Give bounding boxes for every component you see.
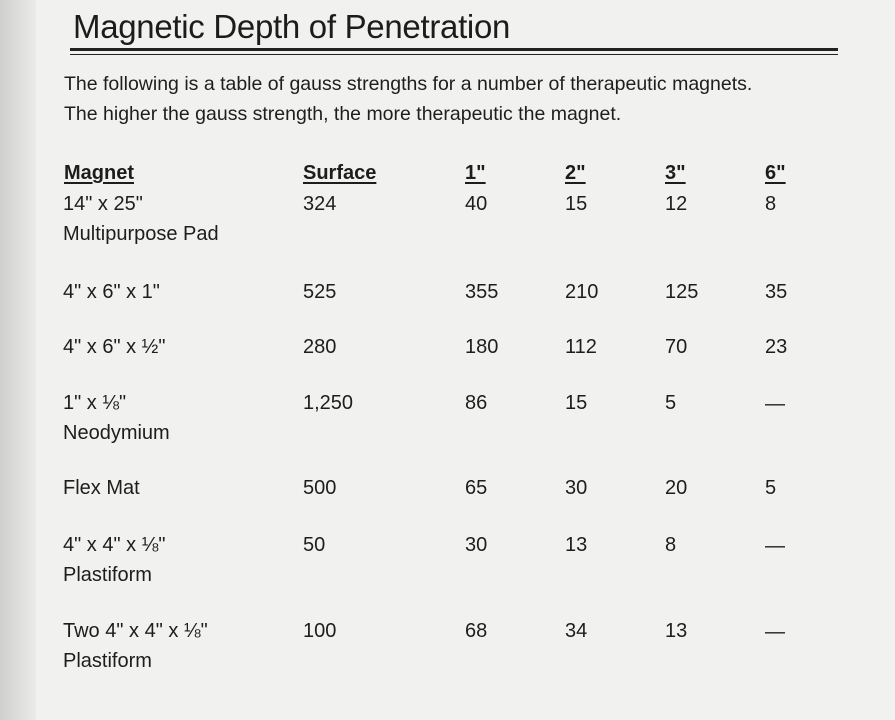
gauss-value-cell: 40 [465, 193, 488, 215]
gauss-value-cell: 210 [565, 281, 599, 303]
title-rule-thin [70, 54, 838, 55]
magnet-name-cell [63, 281, 160, 303]
title-rule-thick [70, 48, 838, 51]
gauss-value-cell: 8 [665, 534, 677, 556]
gauss-value-cell: 280 [303, 336, 337, 358]
intro-paragraph [64, 69, 752, 129]
magnet-name-cell [63, 620, 208, 672]
gauss-value-cell: — [765, 621, 785, 643]
gauss-value-cell: 324 [303, 193, 337, 215]
column-header: 6" [765, 162, 786, 184]
magnet-name-cell [63, 534, 165, 586]
magnet-name-cell [63, 392, 170, 444]
gauss-value-cell: 68 [465, 620, 488, 642]
gauss-value-cell: 100 [303, 620, 337, 642]
magnet-dimensions: 4" x 6" x ½" [63, 336, 166, 358]
gauss-value-cell: 50 [303, 534, 326, 556]
gauss-value-cell: 112 [565, 336, 597, 358]
magnet-dimensions: 4" x 4" x ⅛" [63, 534, 166, 556]
gauss-value-cell: 13 [565, 534, 588, 556]
gauss-value-cell: 125 [665, 281, 699, 303]
gauss-value-cell: 500 [303, 477, 337, 499]
gauss-value-cell: 65 [465, 477, 488, 499]
gauss-value-cell: 1,250 [303, 392, 354, 414]
gauss-value-cell: 355 [465, 281, 499, 303]
magnet-name-cell [63, 336, 165, 358]
magnet-dimensions: 1" x ⅛" [63, 392, 127, 414]
gauss-value-cell: 30 [565, 477, 588, 499]
gauss-value-cell: 525 [303, 281, 337, 303]
gauss-value-cell: 12 [665, 193, 688, 215]
page-gutter-shadow [0, 0, 36, 720]
magnet-dimensions: Flex Mat [63, 477, 140, 499]
magnet-dimensions: 4" x 6" x 1" [63, 281, 160, 303]
gauss-value-cell: 34 [565, 620, 588, 642]
gauss-value-cell: 5 [765, 477, 777, 499]
gauss-value-cell: 70 [665, 336, 688, 358]
gauss-value-cell: 20 [665, 477, 688, 499]
gauss-value-cell: 30 [465, 534, 488, 556]
column-header: 2" [565, 162, 586, 184]
gauss-value-cell: 15 [565, 193, 588, 215]
gauss-value-cell: 23 [765, 336, 788, 358]
magnet-dimensions: Two 4" x 4" x ⅛" [63, 620, 208, 642]
magnet-type: Multipurpose Pad [63, 223, 219, 245]
column-header: 1" [465, 162, 486, 184]
column-header: Surface [303, 162, 377, 184]
gauss-value-cell: — [765, 535, 785, 557]
gauss-value-cell: 8 [765, 193, 777, 215]
gauss-value-cell: 35 [765, 281, 788, 303]
magnet-type: Plastiform [63, 650, 152, 672]
magnet-type: Neodymium [63, 422, 170, 444]
gauss-value-cell: 86 [465, 392, 488, 414]
magnet-name-cell [63, 477, 140, 499]
intro-line-2: The higher the gauss strength, the more therapeutic the magnet. [64, 103, 622, 125]
column-header: Magnet [64, 162, 134, 184]
column-header: 3" [665, 162, 686, 184]
gauss-value-cell: 5 [665, 392, 677, 414]
intro-line-1: The following is a table of gauss strengths for a number of therapeutic magnets. [64, 73, 753, 95]
gauss-value-cell: 13 [665, 620, 688, 642]
magnet-dimensions: 14" x 25" [63, 193, 143, 215]
magnet-type: Plastiform [63, 564, 152, 586]
magnet-name-cell [63, 193, 219, 245]
gauss-value-cell: 180 [465, 336, 499, 358]
gauss-value-cell: 15 [565, 392, 588, 414]
page-title: Magnetic Depth of Penetration [73, 8, 511, 45]
gauss-value-cell: — [765, 393, 785, 415]
